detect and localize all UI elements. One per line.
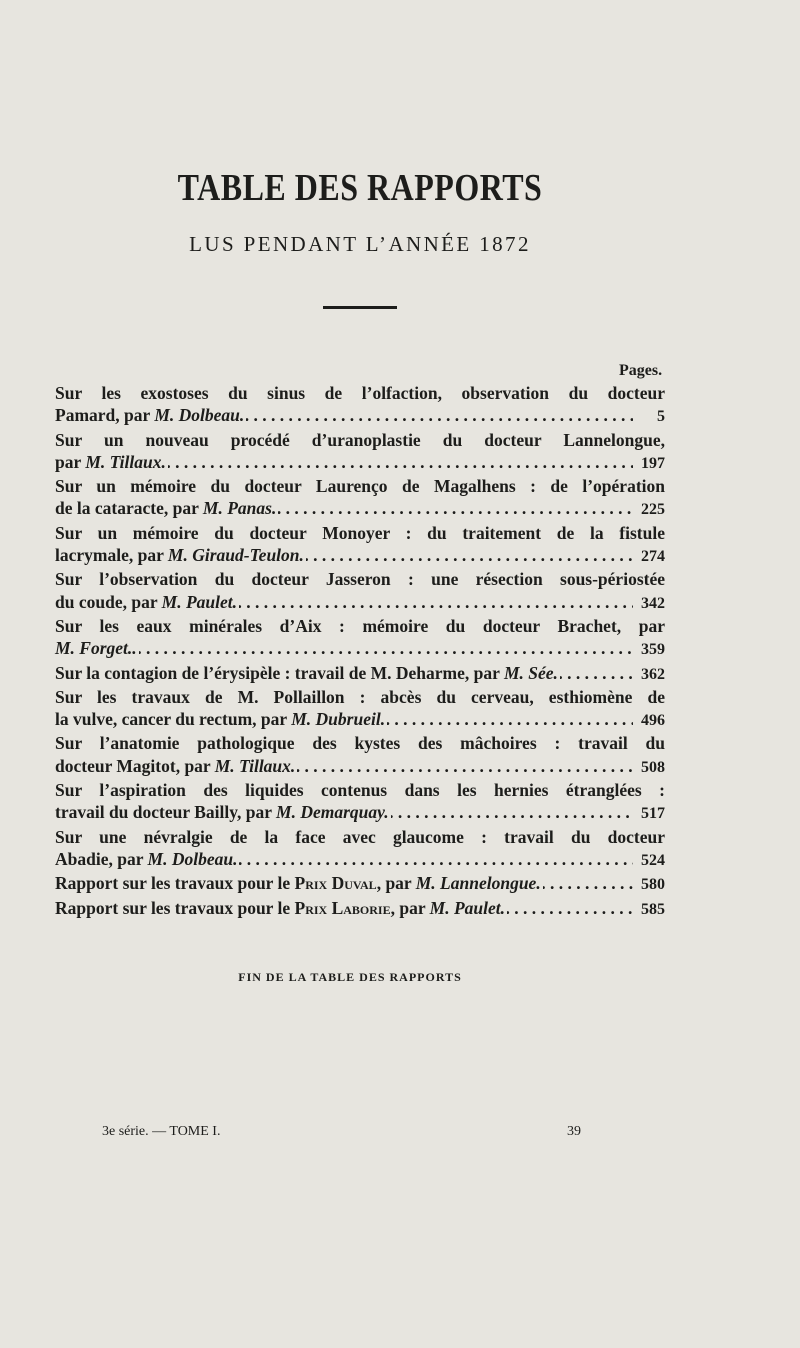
table-of-contents — [55, 382, 665, 921]
toc-entry-page: 197 — [641, 454, 665, 472]
toc-entry — [55, 475, 665, 522]
toc-entry-last-line — [55, 801, 665, 825]
toc-entry-continuation: Pamard, par — [55, 405, 155, 426]
toc-entry-author: M. Sée. — [503, 662, 558, 683]
toc-entry — [55, 568, 665, 615]
dot-leader — [306, 544, 633, 566]
toc-entry-last-line — [55, 755, 665, 779]
toc-entry-last-line — [55, 708, 665, 732]
toc-entry-last-line — [55, 848, 665, 872]
toc-entry-last-line — [55, 637, 665, 661]
toc-entry-author: M. Forget.. — [55, 638, 137, 659]
footer-series: 3e série. — TOME I. — [102, 1124, 221, 1139]
toc-entry-author: M. Demarquay. — [276, 802, 389, 823]
toc-entry — [55, 872, 665, 896]
toc-entry-page: 580 — [641, 876, 665, 894]
toc-entry-author: M. Lannelongue. — [415, 873, 541, 894]
dot-leader — [139, 637, 633, 659]
toc-entry-author: M. Tillaux. — [85, 451, 166, 472]
dot-leader — [239, 848, 633, 870]
toc-entry-first-line: Sur un nouveau procédé d’uranoplastie du docteur Lannelongue, — [55, 429, 665, 450]
end-note: FIN DE LA TABLE DES RAPPORTS — [238, 970, 462, 984]
toc-entry-first-line: Sur les exostoses du sinus de l’olfaction, observation du docteur — [55, 383, 665, 403]
toc-entry-last-line — [55, 591, 665, 615]
toc-entry-title: Rapport sur les travaux pour le — [55, 897, 295, 918]
toc-entry-title: Sur la contagion de l’érysipèle : travail de M. Deharme, par — [55, 662, 504, 683]
dot-leader — [278, 497, 633, 519]
title-divider — [323, 306, 397, 309]
toc-entry-first-line: Sur un mémoire du docteur Monoyer : du traitement de la fistule — [55, 522, 665, 543]
dot-leader — [560, 662, 633, 684]
toc-entry-text — [55, 755, 296, 777]
toc-entry-text — [55, 848, 238, 870]
toc-entry — [55, 897, 665, 921]
toc-entry-continuation: de la cataracte, par — [55, 498, 203, 519]
toc-entry-text — [55, 497, 277, 519]
toc-entry-author: M. Panas. — [202, 498, 277, 519]
toc-entry-title: Rapport sur les travaux pour le — [55, 873, 295, 894]
toc-entry-page: 5 — [657, 408, 665, 426]
dot-leader — [507, 897, 633, 919]
toc-entry-continuation: travail du docteur Bailly, par — [55, 802, 277, 823]
toc-entry-continuation: lacrymale, par — [55, 545, 168, 566]
toc-entry-last-line — [55, 451, 665, 475]
toc-entry-text — [55, 872, 541, 894]
toc-entry-page: 517 — [641, 805, 665, 823]
toc-entry — [55, 732, 665, 779]
dot-leader — [387, 708, 633, 730]
toc-entry — [55, 779, 665, 826]
dot-leader — [543, 872, 633, 894]
toc-entry-page: 274 — [641, 548, 665, 566]
toc-entry-author: M. Dubrueil. — [291, 709, 386, 730]
toc-entry-first-line: Sur un mémoire du docteur Laurenço de Magalhens : de l’opération — [55, 476, 665, 497]
toc-entry-author: M. Dolbeau. — [154, 405, 245, 426]
dot-leader — [246, 404, 633, 426]
toc-entry-first-line: Sur les travaux de M. Pollaillon : abcès du cerveau, esthiomène de — [55, 686, 665, 707]
toc-entry — [55, 662, 665, 686]
toc-entry-first-line: Sur l’observation du docteur Jasseron : une résection sous-périostée — [55, 569, 665, 590]
toc-entry-page: 362 — [641, 665, 665, 683]
toc-entry — [55, 826, 665, 873]
toc-entry-text — [55, 404, 245, 426]
toc-entry-continuation: Abadie, par — [55, 848, 148, 869]
toc-entry — [55, 615, 665, 662]
toc-entry-text — [55, 708, 386, 730]
toc-entry-last-line — [55, 662, 665, 686]
dot-leader — [391, 801, 633, 823]
toc-entry-author: M. Paulet. — [429, 897, 506, 918]
toc-entry-page: 508 — [641, 758, 665, 776]
dot-leader — [297, 755, 633, 777]
toc-entry-page: 585 — [641, 900, 665, 918]
toc-entry-last-line — [55, 872, 665, 896]
toc-entry-page: 496 — [641, 712, 665, 730]
toc-entry-continuation: du coude, par — [55, 591, 162, 612]
toc-entry-last-line — [55, 404, 665, 428]
toc-entry — [55, 686, 665, 733]
toc-entry-page: 359 — [641, 641, 665, 659]
toc-entry-first-line: Sur les eaux minérales d’Aix : mémoire du docteur Brachet, par — [55, 615, 665, 636]
toc-entry-page: 524 — [641, 851, 665, 869]
toc-entry-page: 225 — [641, 501, 665, 519]
prize-name: Prix Duval — [294, 873, 377, 894]
page-subtitle: LUS PENDANT L’ANNÉE 1872 — [189, 232, 531, 256]
footer-page-number: 39 — [567, 1124, 581, 1139]
toc-entry — [55, 522, 665, 569]
toc-entry-last-line — [55, 897, 665, 921]
toc-entry-first-line: Sur l’aspiration des liquides contenus dans les hernies étranglées : — [55, 780, 665, 801]
toc-entry-last-line — [55, 544, 665, 568]
prize-name: Prix Laborie — [294, 897, 391, 918]
toc-entry-text — [55, 897, 506, 919]
toc-entry-continuation: docteur Magitot, par — [55, 755, 215, 776]
toc-entry-continuation: la vulve, cancer du rectum, par — [55, 709, 292, 730]
pages-column-label: Pages. — [619, 362, 663, 379]
toc-entry-text — [55, 591, 238, 613]
toc-entry-author: M. Dolbeau. — [147, 848, 238, 869]
toc-entry-first-line: Sur une névralgie de la face avec glaucome : travail du docteur — [55, 826, 665, 847]
toc-entry-connector: , par — [376, 873, 416, 894]
toc-entry-author: M. Paulet. — [161, 591, 238, 612]
toc-entry — [55, 382, 665, 429]
toc-entry-author: M. Giraud-Teulon. — [167, 545, 304, 566]
toc-entry-author: M. Tillaux. — [214, 755, 296, 776]
page-title: TABLE DES RAPPORTS — [177, 166, 543, 209]
toc-entry-connector: , par — [390, 897, 430, 918]
toc-entry-last-line — [55, 497, 665, 521]
toc-entry-page: 342 — [641, 594, 665, 612]
toc-entry-text — [55, 544, 304, 566]
dot-leader — [168, 451, 633, 473]
toc-entry-text — [55, 801, 389, 823]
toc-entry-text — [55, 451, 166, 473]
toc-entry-first-line: Sur l’anatomie pathologique des kystes des mâchoires : travail du — [55, 733, 665, 754]
dot-leader — [239, 591, 633, 613]
toc-entry-text — [55, 662, 558, 684]
toc-entry-text — [55, 637, 137, 659]
toc-entry-continuation: par — [55, 451, 86, 472]
toc-entry — [55, 429, 665, 476]
